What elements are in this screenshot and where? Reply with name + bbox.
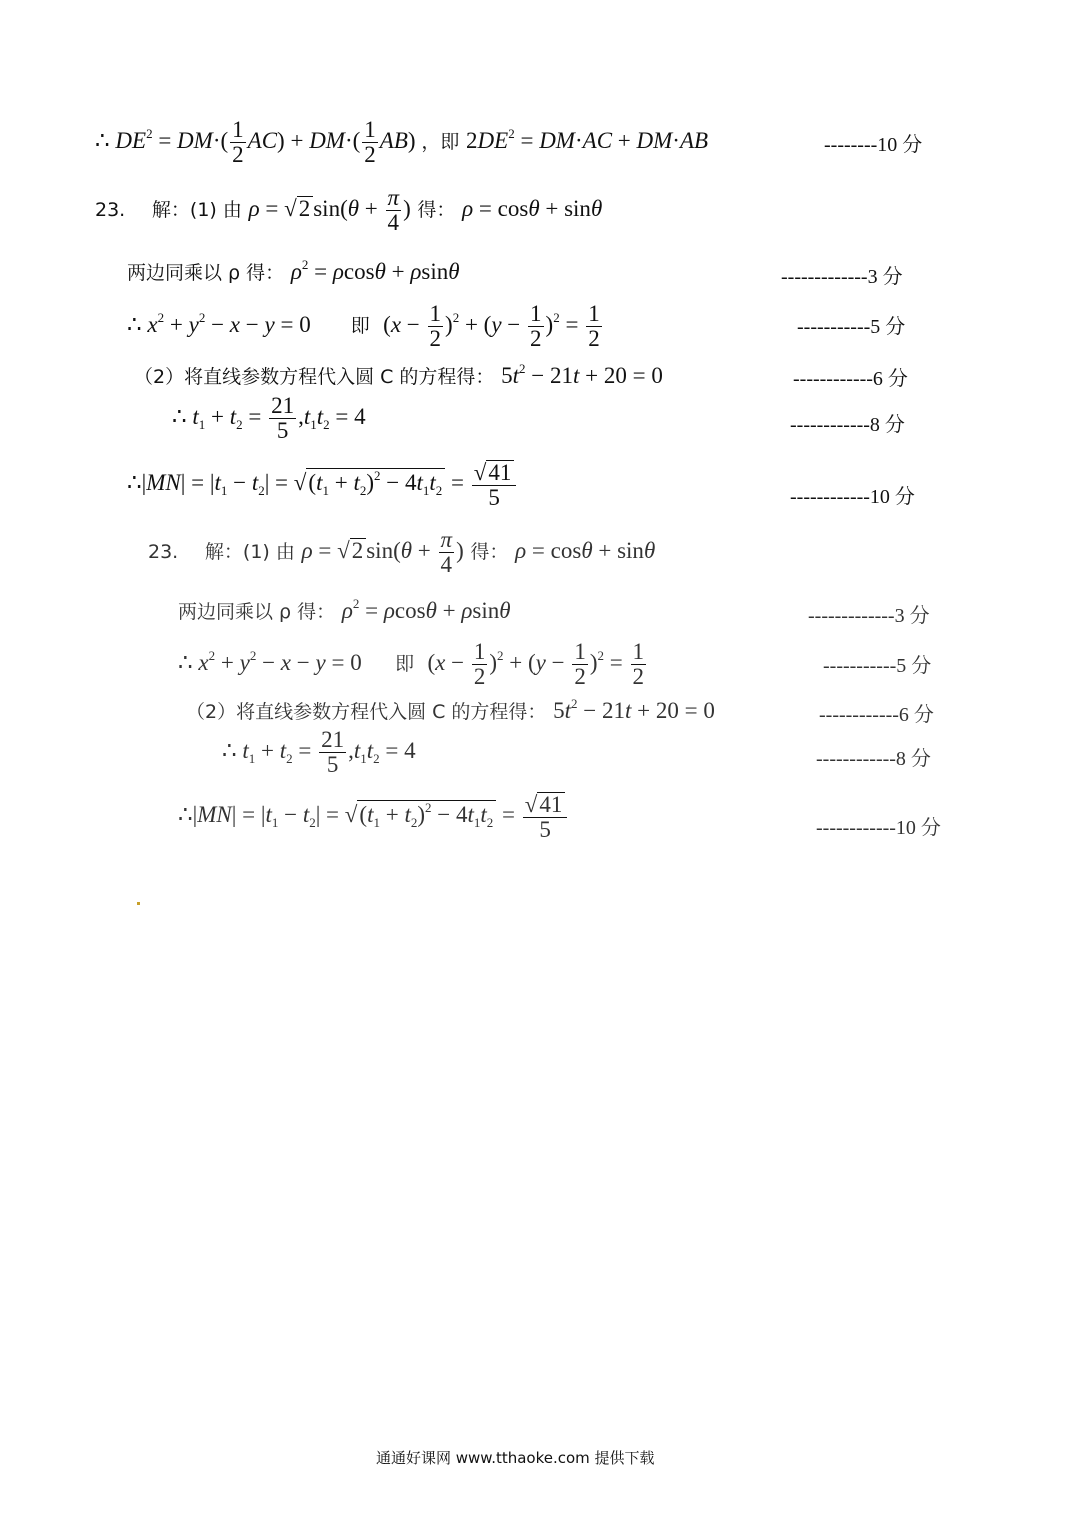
sol2-result: ρ = cosθ + sinθ — [515, 537, 656, 563]
sol1-header — [95, 186, 602, 235]
sol2-part2-line — [186, 697, 715, 722]
sol2-vieta-line — [222, 728, 416, 777]
sol1-score-3: -------------3 分 — [781, 266, 903, 288]
sol1-problem-no: 23. — [95, 198, 126, 221]
sol2-multiply-line — [178, 597, 511, 622]
sol1-cartesian: ∴ $x^2 + y^2 - x - y = 0$ — [127, 309, 311, 337]
sol2-cartesian: ∴ $x^2 + y^2 - x - y = 0$ — [178, 647, 362, 675]
de-formula-a: ∴ $DE^2 = DM\cdot$( $\frac{1}{2}$ AC) + DM·( $\frac{1}{2}$ AB) — [95, 117, 416, 168]
sol1-circle: (x − $\frac{1}{2}$ )$^2$ + (y − $\frac{1}{2}$ )$^2$ = $\frac{1}{2}$ — [383, 301, 600, 352]
sol2-derive-label: 得： — [470, 540, 509, 563]
sol1-ji: 即 — [350, 314, 370, 337]
footer-credit: 通通好课网 www.tthaoke.com 提供下载 — [376, 1449, 655, 1467]
sol2-header — [148, 528, 655, 577]
sol1-score-5: -----------5 分 — [797, 316, 906, 338]
de-equation-line — [95, 118, 708, 167]
sol1-mn-line — [127, 460, 518, 510]
sol1-score-6: ------------6 分 — [793, 368, 908, 390]
sol1-given: ρ = √2 sin(θ + $\frac{\pi}{4}$ ) — [248, 185, 411, 236]
sol2-mn-line — [178, 792, 569, 842]
sol1-mn: ∴|MN| = $|t_1 - t_2| = √(t_1 + t_2)^2 - 4t_1t_2$ = $\frac{√41}{5}$ — [127, 470, 518, 495]
sol1-quadratic: $5t^2 - 21t + 20 = 0$ — [501, 361, 663, 388]
de-score: --------10 分 — [824, 134, 923, 156]
sol2-vieta: ∴ $t_1 + t_2$ = $\frac{21}{5}$ $,t_1t_2 = 4$ — [222, 727, 416, 778]
sol1-score-8: ------------8 分 — [790, 414, 905, 436]
sol2-score-10: ------------10 分 — [816, 817, 941, 839]
sol1-part2-line — [134, 362, 663, 387]
sol2-mn: ∴|MN| = $|t_1 - t_2| = √(t_1 + t_2)^2 - 4t_1t_2$ = $\frac{√41}{5}$ — [178, 802, 569, 827]
sol2-circle: (x − $\frac{1}{2}$ )$^2$ + (y − $\frac{1}{2}$ )$^2$ = $\frac{1}{2}$ — [427, 639, 645, 690]
sol1-multiply-label: 两边同乘以 ρ 得： — [127, 262, 285, 284]
sol2-cartesian-line — [178, 640, 648, 689]
sol1-multiply: $\rho^2 = \rho\cos\theta + \rho\sin\theta$ — [290, 257, 460, 284]
sol2-solve-label: 解：(1) 由 — [204, 540, 295, 563]
sol2-part2-label: （2）将直线参数方程代入圆 C 的方程得： — [186, 701, 547, 723]
de-formula-b: $2DE^2 = DM\cdot AC + DM\cdot AB$ — [466, 125, 709, 153]
sol2-multiply-label: 两边同乘以 ρ 得： — [178, 601, 336, 623]
sol1-multiply-line — [127, 258, 460, 283]
de-joiner: ，即 — [421, 130, 460, 153]
sol2-score-3: -------------3 分 — [808, 605, 930, 627]
sol1-vieta-line — [172, 394, 366, 443]
sol2-score-5: -----------5 分 — [823, 655, 932, 677]
sol1-vieta: ∴ $t_1 + t_2$ = $\frac{21}{5}$ $,t_1t_2 = 4$ — [172, 393, 366, 444]
sol2-multiply: $\rho^2 = \rho\cos\theta + \rho\sin\theta$ — [341, 596, 511, 623]
sol2-ji: 即 — [395, 652, 415, 675]
sol1-cartesian-line — [127, 302, 604, 351]
sol1-solve-label: 解：(1) 由 — [151, 198, 242, 221]
sol1-part2-label: （2）将直线参数方程代入圆 C 的方程得： — [134, 366, 495, 388]
sol2-given: ρ = √2 sin(θ + $\frac{\pi}{4}$ ) — [301, 527, 464, 578]
sol2-score-6: ------------6 分 — [819, 704, 934, 726]
sol1-result: ρ = cosθ + sinθ — [462, 195, 603, 221]
scan-mark — [137, 902, 140, 905]
sol1-derive-label: 得： — [417, 198, 456, 221]
sol2-problem-no: 23. — [148, 540, 179, 563]
sol2-score-8: ------------8 分 — [816, 748, 931, 770]
sol2-quadratic: $5t^2 - 21t + 20 = 0$ — [553, 696, 715, 723]
sol1-score-10: ------------10 分 — [790, 486, 915, 508]
